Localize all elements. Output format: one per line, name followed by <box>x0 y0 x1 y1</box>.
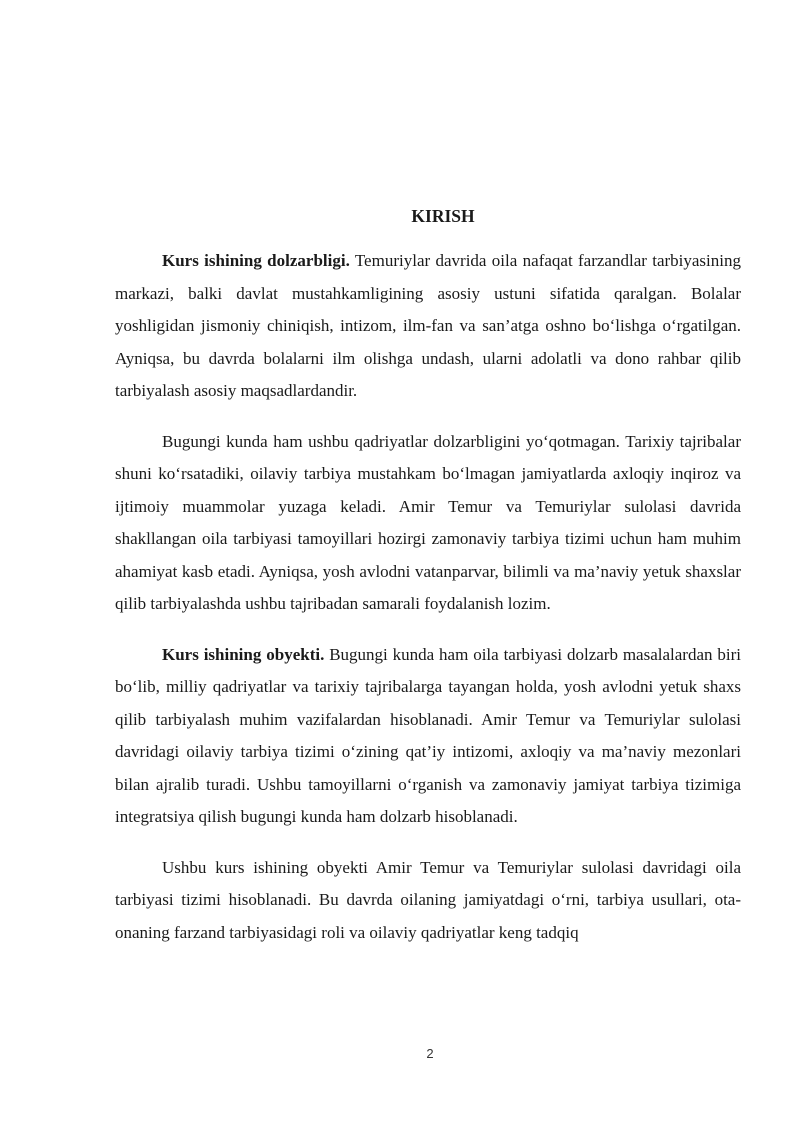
paragraph-text: Bugungi kunda ham oila tarbiyasi dolzarb masalalardan biri bo‘lib, milliy qadriyatlar va tarixiy tajribalarga tayangan holda, yosh avlodni yetuk shaxs qilib tarbiyalash muhim vazifalardan hisoblanadi. Amir Temur va Temuriylar sulolasi davridagi oilaviy tarbiya tizimi o‘zining qat’iy intizomi, axloqiy va ma’naviy mezonlari bilan ajralib turadi. Ushbu tamoyillarni o‘rganish va zamonaviy jamiyat tarbiya tizimiga integratsiya qilish bugungi kunda ham dolzarb hisoblanadi. <box>115 644 741 826</box>
paragraph-lead: Kurs ishining obyekti. <box>162 644 325 664</box>
paragraph-object-detail <box>115 852 741 950</box>
paragraph-object <box>115 639 741 834</box>
section-heading: KIRISH <box>411 206 475 226</box>
paragraph-relevance <box>115 245 741 408</box>
paragraph-values <box>115 426 741 621</box>
page-number: 2 <box>426 1046 434 1061</box>
paragraph-lead: Kurs ishining dolzarbligi. <box>162 251 350 270</box>
paragraph-text: Ushbu kurs ishining obyekti Amir Temur va Temuriylar sulolasi davridagi oila tarbiyasi tizimi hisoblanadi. Bu davrda oilaning jamiyatdagi o‘rni, tarbiya usullari, ota-onaning farzand tarbiyasidagi roli va oilaviy qadriyatlar keng tadqiq <box>115 857 741 942</box>
paragraph-text: Temuriylar davrida oila nafaqat farzandlar tarbiyasining markazi, balki davlat mustahkamligining asosiy ustuni sifatida qaralgan. Bolalar yoshligidan jismoniy chiniqish, intizom, ilm-fan va san’atga oshno bo‘lishga o‘rgatilgan. Ayniqsa, bu davrda bolalarni ilm olishga undash, ularni adolatli va dono rahbar qilib tarbiyalash asosiy maqsadlardandir. <box>115 251 741 400</box>
paragraph-text: Bugungi kunda ham ushbu qadriyatlar dolzarbligini yo‘qotmagan. Tarixiy tajribalar shuni ko‘rsatadiki, oilaviy tarbiya mustahkam bo‘lmagan jamiyatlarda axloqiy inqiroz va ijtimoiy muammolar yuzaga keladi. Amir Temur va Temuriylar sulolasi davrida shakllangan oila tarbiyasi tamoyillari hozirgi zamonaviy tarbiya tizimi uchun ham muhim ahamiyat kasb etadi. Ayniqsa, yosh avlodni vatanparvar, bilimli va ma’naviy yetuk shaxslar qilib tarbiyalashda ushbu tajribadan samarali foydalanish lozim. <box>115 431 741 613</box>
page-body <box>115 202 741 967</box>
